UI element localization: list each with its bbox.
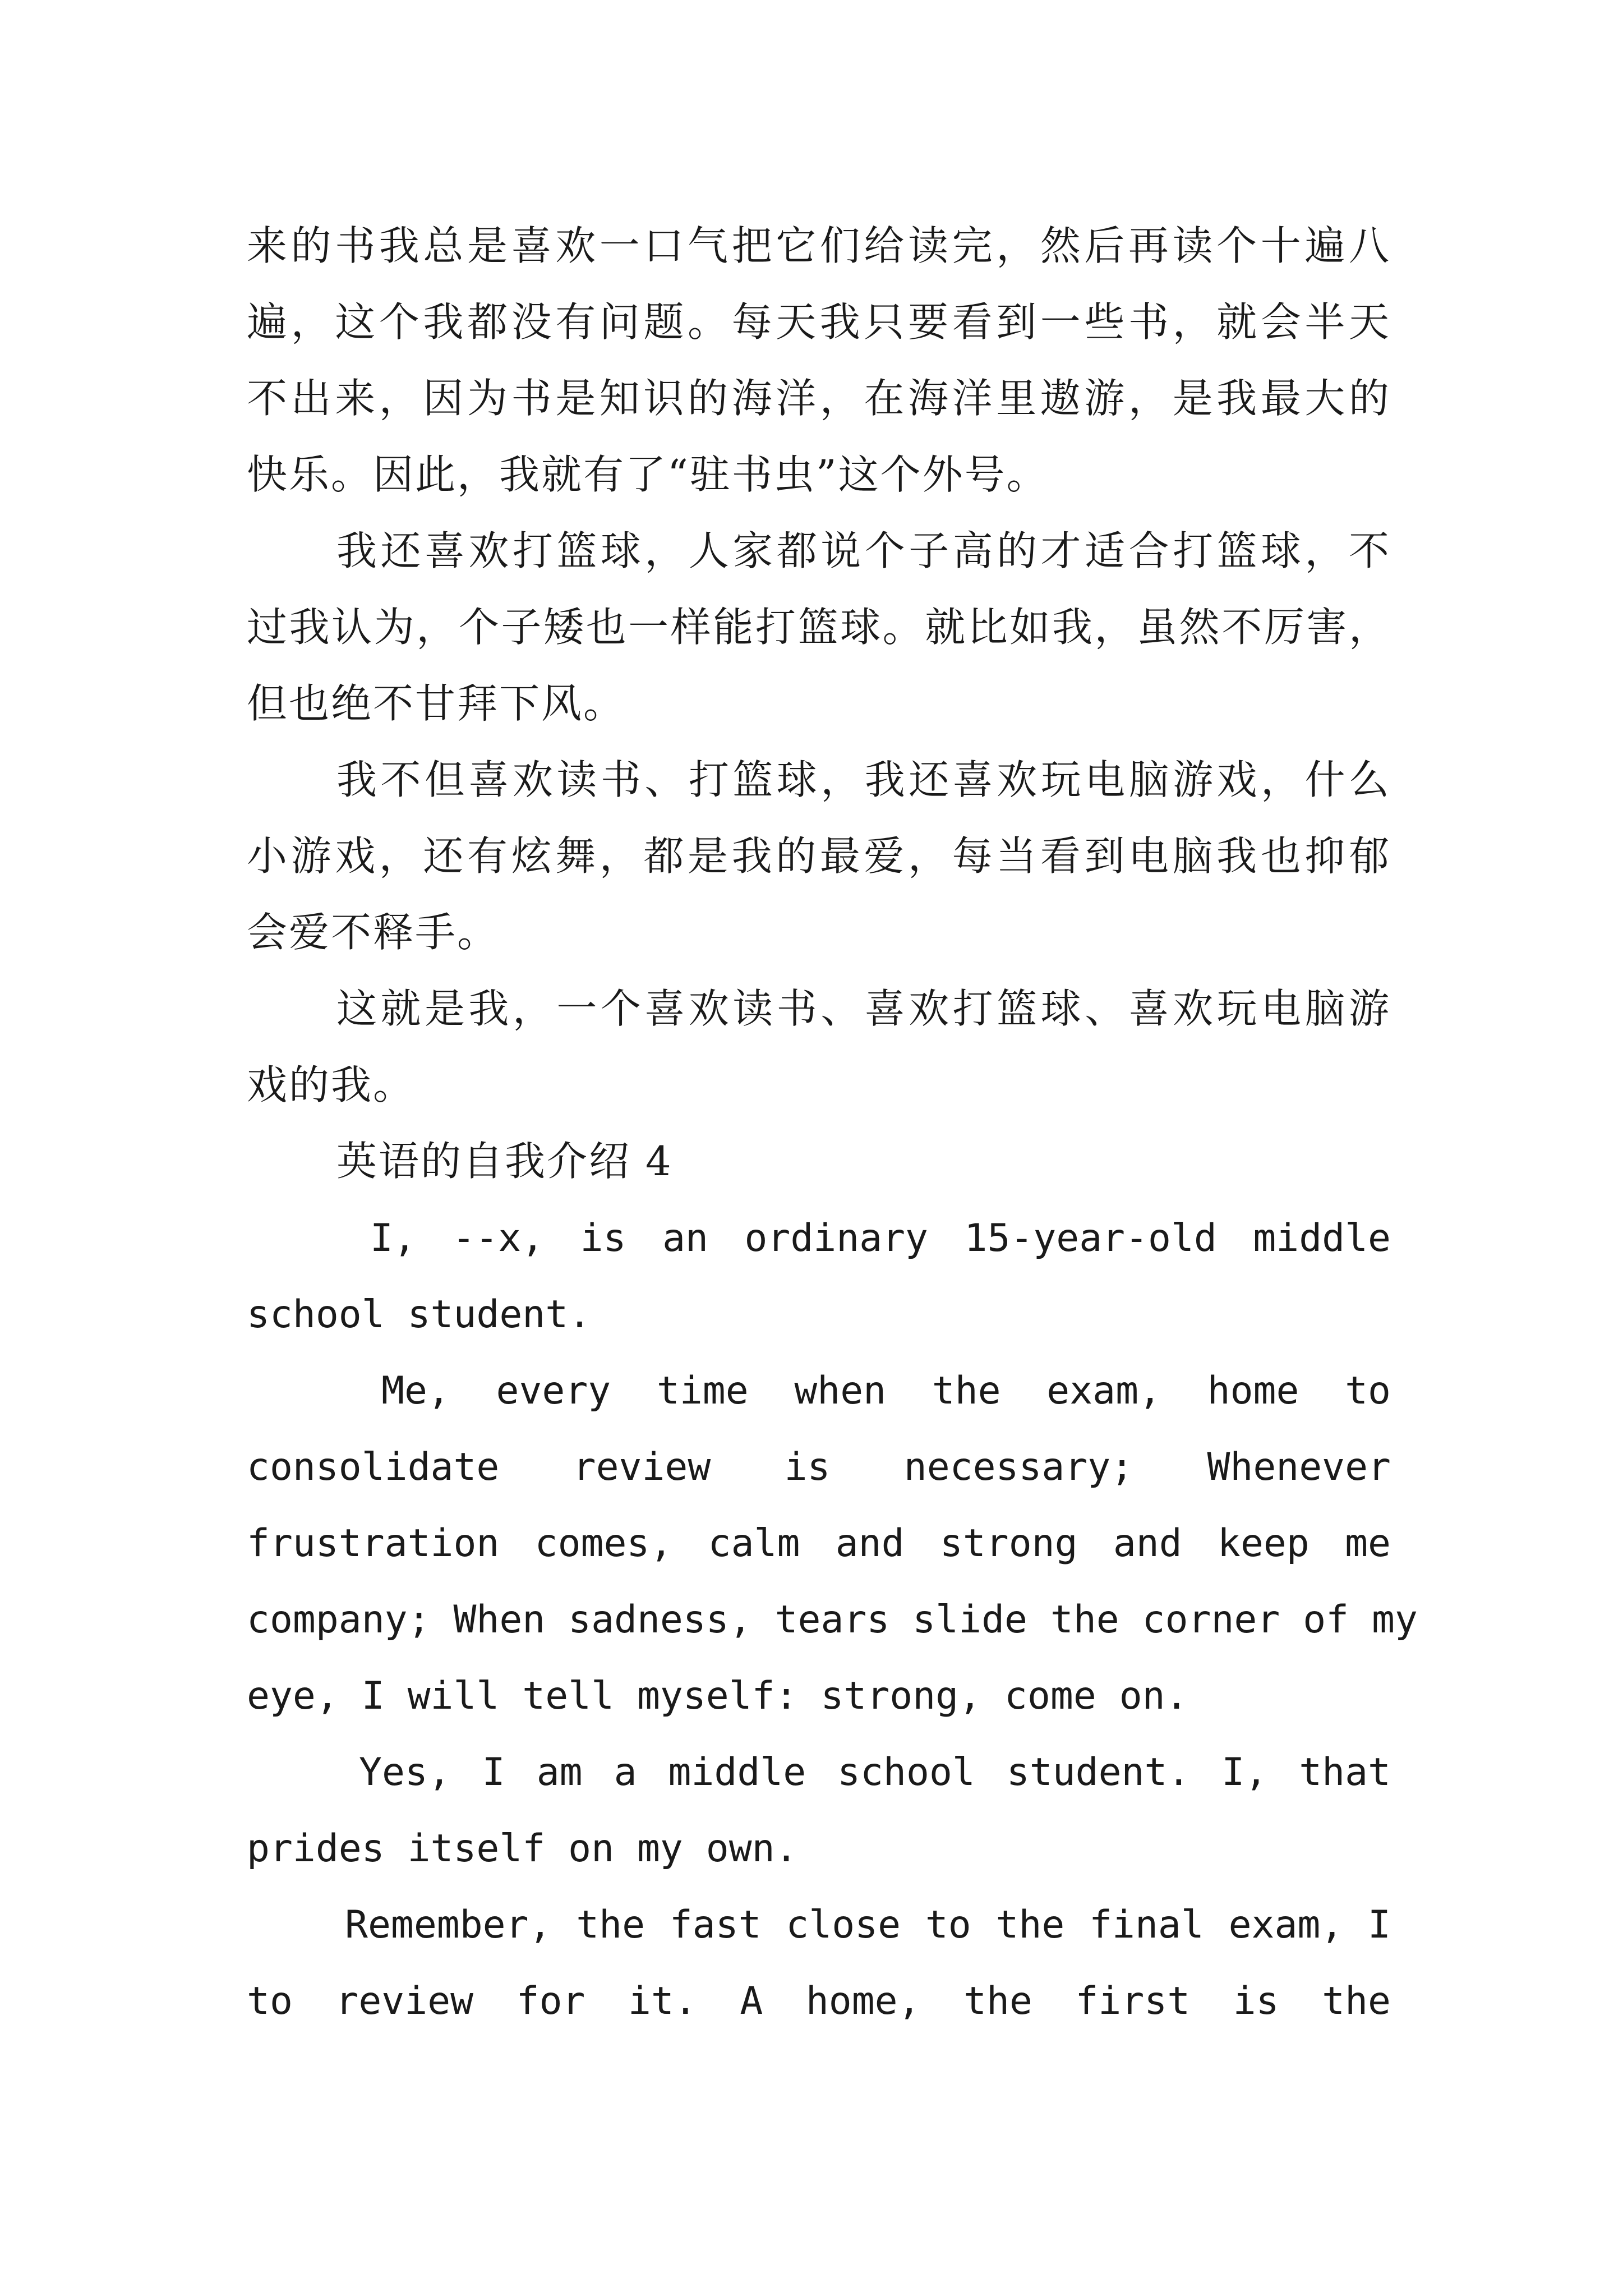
- text-line: 小游戏，还有炫舞，都是我的最爱，每当看到电脑我也抑郁: [247, 832, 1391, 880]
- text-line: 过我认为，个子矮也一样能打篮球。就比如我，虽然不厉害，: [247, 604, 1391, 651]
- text-line: 戏的我。: [247, 1061, 416, 1108]
- text-line: consolidate review is necessary; Whenever: [247, 1445, 1391, 1489]
- section-heading: 英语的自我介绍 4: [336, 1138, 673, 1185]
- text-line: 来的书我总是喜欢一口气把它们给读完，然后再读个十遍八: [247, 222, 1391, 269]
- text-line: 不出来，因为书是知识的海洋，在海洋里遨游，是我最大的: [247, 375, 1391, 422]
- text-line: 快乐。因此，我就有了“驻书虫”这个外号。: [247, 451, 1049, 498]
- text-line: company; When sadness, tears slide the corner of my: [247, 1598, 1418, 1642]
- text-line: 遍，这个我都没有问题。每天我只要看到一些书，就会半天: [247, 298, 1391, 346]
- text-line: eye, I will tell myself: strong, come on.: [247, 1674, 1188, 1718]
- text-line: to review for it. A home, the first is the: [247, 1979, 1391, 2023]
- text-line: Remember, the fast close to the final exam, I: [345, 1903, 1391, 1947]
- text-line: 会爱不释手。: [247, 909, 500, 956]
- text-line: 这就是我，一个喜欢读书、喜欢打篮球、喜欢玩电脑游: [336, 985, 1391, 1032]
- text-line: 但也绝不甘拜下风。: [247, 680, 626, 727]
- text-line: school student.: [247, 1292, 592, 1337]
- text-line: I, --x, is an ordinary 15-year-old middle: [370, 1216, 1391, 1260]
- text-line: prides itself on my own.: [247, 1826, 798, 1871]
- text-line: Yes, I am a middle school student. I, that: [359, 1750, 1391, 1795]
- text-line: 我不但喜欢读书、打篮球，我还喜欢玩电脑游戏，什么: [336, 756, 1391, 803]
- text-line: 我还喜欢打篮球，人家都说个子高的才适合打篮球，不: [336, 527, 1391, 574]
- text-line: Me, every time when the exam, home to: [381, 1369, 1391, 1413]
- text-line: frustration comes, calm and strong and keep me: [247, 1521, 1391, 1566]
